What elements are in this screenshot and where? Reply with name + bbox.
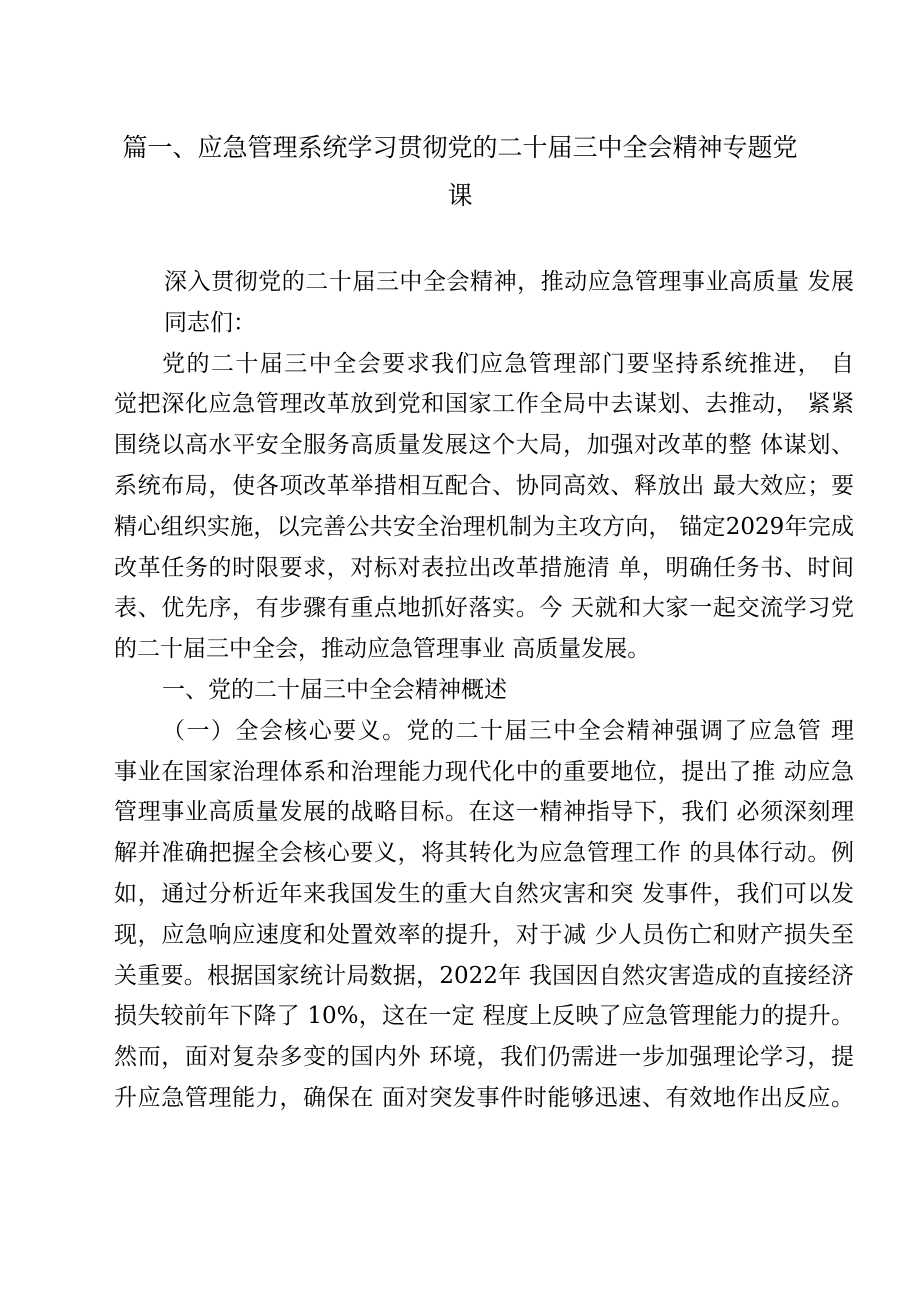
- paragraph-line: 精心组织实施，以完善公共安全治理机制为主攻方向， 锚定2029年完成: [114, 513, 854, 540]
- paragraph-line: 事业在国家治理体系和治理能力现代化中的重要地位，提出了推 动应急: [114, 758, 854, 785]
- section-heading-1: 一、党的二十届三中全会精神概述: [162, 676, 507, 703]
- paragraph-line: 围绕以高水平安全服务高质量发展这个大局，加强对改革的整 体谋划、: [114, 432, 854, 459]
- paragraph-line: 损失较前年下降了 10%，这在一定 程度上反映了应急管理能力的提升。: [114, 1003, 854, 1030]
- paragraph-line: 解并准确把握全会核心要义，将其转化为应急管理工作 的具体行动。例: [114, 840, 854, 867]
- paragraph-line: 管理事业高质量发展的战略目标。在这一精神指导下，我们 必须深刻理: [114, 799, 854, 826]
- document-body: [114, 262, 854, 1119]
- paragraph-2: [114, 711, 854, 1119]
- paragraph-line: 党的二十届三中全会要求我们应急管理部门要坚持系统推进， 自: [162, 350, 854, 377]
- paragraph-line: 觉把深化应急管理改革放到党和国家工作全局中去谋划、去推动， 紧紧: [114, 391, 854, 418]
- paragraph-line: 关重要。根据国家统计局数据，2022年 我国因自然灾害造成的直接经济: [114, 962, 854, 989]
- title-line-1: 篇一、应急管理系统学习贯彻党的二十届三中全会精神专题党: [122, 133, 798, 162]
- paragraph-line: 表、优先序，有步骤有重点地抓好落实。今 天就和大家一起交流学习党: [114, 595, 854, 622]
- salutation: 同志们：: [164, 309, 256, 336]
- paragraph-line: 升应急管理能力，确保在 面对突发事件时能够迅速、有效地作出反应。: [114, 1084, 854, 1111]
- paragraph-line: 系统布局，使各项改革举措相互配合、协同高效、释放出 最大效应；要: [114, 472, 854, 499]
- paragraph-1: [114, 344, 854, 670]
- document-title: [110, 128, 810, 216]
- paragraph-line: 改革任务的时限要求，对标对表拉出改革措施清 单，明确任务书、时间: [114, 554, 854, 581]
- paragraph-line: 如，通过分析近年来我国发生的重大自然灾害和突 发事件，我们可以发: [114, 880, 854, 907]
- subtitle: 深入贯彻党的二十届三中全会精神，推动应急管理事业高质量 发展: [164, 269, 854, 295]
- paragraph-line: 的二十届三中全会，推动应急管理事业 高质量发展。: [114, 636, 651, 663]
- paragraph-line: 现，应急响应速度和处置效率的提升，对于减 少人员伤亡和财产损失至: [114, 921, 854, 948]
- paragraph-line: 然而，面对复杂多变的国内外 环境，我们仍需进一步加强理论学习，提: [114, 1044, 854, 1071]
- title-line-2: 课: [447, 181, 473, 210]
- paragraph-line: （一）全会核心要义。党的二十届三中全会精神强调了应急管 理: [162, 717, 854, 744]
